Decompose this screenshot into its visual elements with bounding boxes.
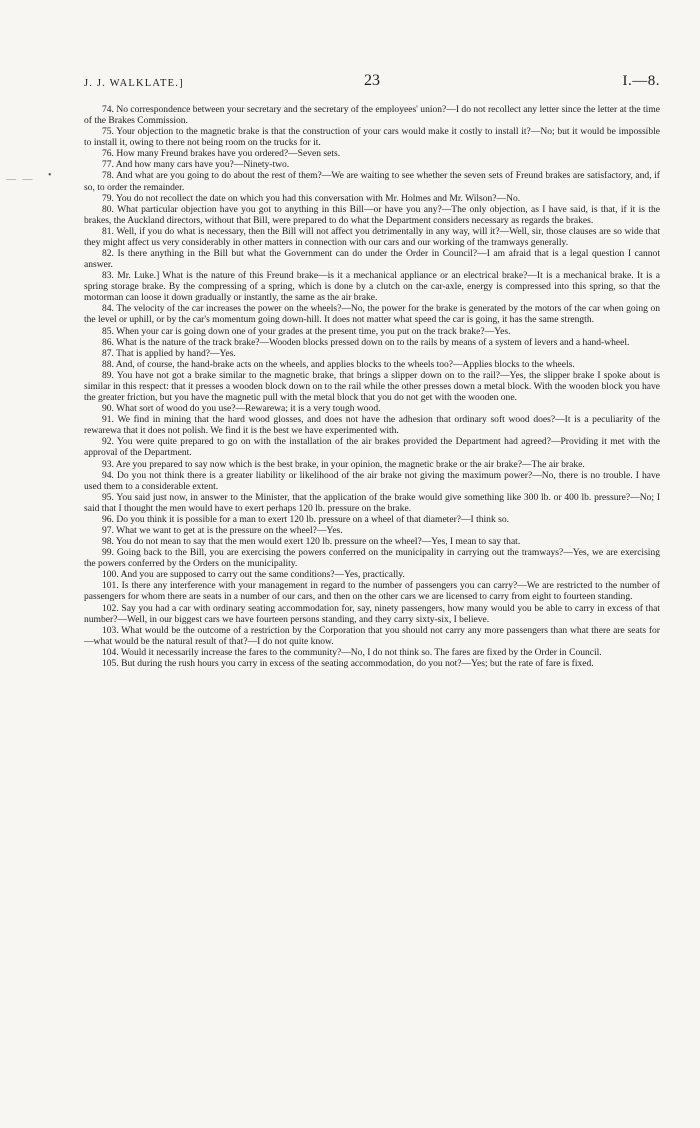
question-105: 105. But during the rush hours you carry in excess of the seating accommodation, do you not?—Yes; but the rate of fare is fixed. bbox=[102, 657, 594, 669]
question-81: 81. Well, if you do what is necessary, then the Bill will not affect you detrimentally in any way, will it?—Well, sir, those clauses are so wide that they might affect us very considerably in other matters in connection with our cars and our working of the tramways generally. bbox=[84, 225, 660, 248]
question-91: 91. We find in mining that the hard wood glosses, and does not have the adhesion that ordinary soft wood does?—It is a peculiarity of the rewarewa that it does not polish. We find it is the best we have experimented with. bbox=[84, 414, 660, 437]
question-85: 85. When your car is going down one of your grades at the present time, you put on the track brake?—Yes. bbox=[102, 325, 511, 337]
page-number: 23 bbox=[364, 72, 380, 89]
question-86: 86. What is the nature of the track brake?—Wooden blocks pressed down on to the rails by means of a system of levers and a hand-wheel. bbox=[102, 336, 630, 348]
page-header bbox=[84, 72, 660, 98]
question-92: 92. You were quite prepared to go on with the installation of the air brakes provided the Department had agreed?—Providing it met with the approval of the Department. bbox=[84, 436, 660, 459]
question-90: 90. What sort of wood do you use?—Rewarewa; it is a very tough wood. bbox=[102, 403, 381, 415]
question-77: 77. And how many cars have you?—Ninety-two. bbox=[102, 159, 290, 171]
question-78: 78. And what are you going to do about the rest of them?—We are waiting to see whether the seven sets of Freund brakes are satisfactory, and, if so, to order the remainder. bbox=[84, 170, 660, 193]
question-95: 95. You said just now, in answer to the Minister, that the application of the brake would give something like 300 lb. or 400 lb. pressure?—No; I said that I thought the men would have to exert perhaps 120 lb. pressure on the brake. bbox=[84, 491, 660, 514]
question-89: 89. You have not got a brake similar to the magnetic brake, that brings a slipper down on to the rail?—Yes, the slipper brake I spoke about is similar in this respect: that it presses a wooden block down on to the rail while the other presses down a metal block. With the wooden block you have the greater friction, but you have the magnetic pull with the metal block that you do not get with the wooden one. bbox=[84, 369, 660, 404]
question-80: 80. What particular objection have you got to anything in this Bill—or have you any?—The only objection, as I have said, is that, if it is the brakes, the Auckland directors, without that Bill, were prepared to do what the Department considers necessary as regards the brakes. bbox=[84, 203, 660, 226]
question-94: 94. Do you not think there is a greater liability or likelihood of the air brake not giving the maximum power?—No, there is no trouble. I have used them to a considerable extent. bbox=[84, 469, 660, 492]
question-75: 75. Your objection to the magnetic brake is that the construction of your cars would make it costly to install it?—No; but it would be impossible to install it, owing to there not being room on the trucks for it. bbox=[84, 126, 660, 149]
question-103: 103. What would be the outcome of a restriction by the Corporation that you should not carry any more passengers than what there are seats for—what would be the natural result of that?—I do not quite know. bbox=[84, 624, 660, 647]
question-98: 98. You do not mean to say that the men would exert 120 lb. pressure on the wheel?—Yes, I mean to say that. bbox=[102, 536, 521, 548]
question-101: 101. Is there any interference with your management in regard to the number of passengers you can carry?—We are restricted to the number of passengers for whom there are seats in a number of our cars, and then on the other cars we are licensed to carry from eight to fourteen standing. bbox=[84, 580, 660, 603]
question-82: 82. Is there anything in the Bill but what the Government can do under the Order in Council?—I am afraid that is a legal question I cannot answer. bbox=[84, 248, 660, 271]
margin-dot-mark: • bbox=[48, 170, 52, 181]
question-88: 88. And, of course, the hand-brake acts on the wheels, and applies blocks to the wheels too?—Applies blocks to the wheels. bbox=[102, 358, 575, 370]
header-paper-reference: I.—8. bbox=[622, 73, 660, 89]
question-96: 96. Do you think it is possible for a man to exert 120 lb. pressure on a wheel of that diameter?—I think so. bbox=[102, 513, 509, 525]
question-74: 74. No correspondence between your secretary and the secretary of the employees' union?—I do not recollect any letter since the letter at the time of the Brakes Commission. bbox=[84, 104, 660, 127]
header-witness-name: J. J. WALKLATE.] bbox=[84, 78, 184, 89]
question-83: 83. Mr. Luke.] What is the nature of this Freund brake—is it a mechanical appliance or an electrical brake?—It is a mechanical brake. It is a spring storage brake. By the compressing of a spring, which is done by a clutch on the car-axle, energy is compressed into this spring, so that the motorman can loose it down gradually or instantly, the same as the air brake. bbox=[84, 270, 660, 304]
margin-dash-mark: — — bbox=[6, 174, 35, 185]
question-104: 104. Would it necessarily increase the fares to the community?—No, I do not think so. The fares are fixed by the Order in Council. bbox=[102, 646, 602, 658]
question-99: 99. Going back to the Bill, you are exercising the powers conferred on the municipality in carrying out the tramways?—Yes, we are exercising the powers conferred by the Orders on the municipality. bbox=[84, 547, 660, 570]
question-102: 102. Say you had a car with ordinary seating accommodation for, say, ninety passengers, how many would you be able to carry in excess of that number?—Well, in our biggest cars we have fourteen persons standing, and they carry sixty-six, I believe. bbox=[84, 602, 660, 625]
question-79: 79. You do not recollect the date on which you had this conversation with Mr. Holmes and Mr. Wilson?—No. bbox=[102, 192, 521, 204]
question-84: 84. The velocity of the car increases the power on the wheels?—No, the power for the brake is generated by the motors of the car when going on the level or uphill, or by the car's momentum going down-hill. It does not matter what speed the car is going, it has the same strength. bbox=[84, 303, 660, 326]
evidence-body bbox=[84, 104, 660, 669]
question-97: 97. What we want to get at is the pressure on the wheel?—Yes. bbox=[102, 524, 343, 536]
question-76: 76. How many Freund brakes have you ordered?—Seven sets. bbox=[102, 148, 341, 160]
question-93: 93. Are you prepared to say now which is the best brake, in your opinion, the magnetic brake or the air brake?—The air brake. bbox=[102, 458, 585, 470]
question-100: 100. And you are supposed to carry out the same conditions?—Yes, practically. bbox=[102, 569, 405, 581]
question-87: 87. That is applied by hand?—Yes. bbox=[102, 347, 236, 359]
